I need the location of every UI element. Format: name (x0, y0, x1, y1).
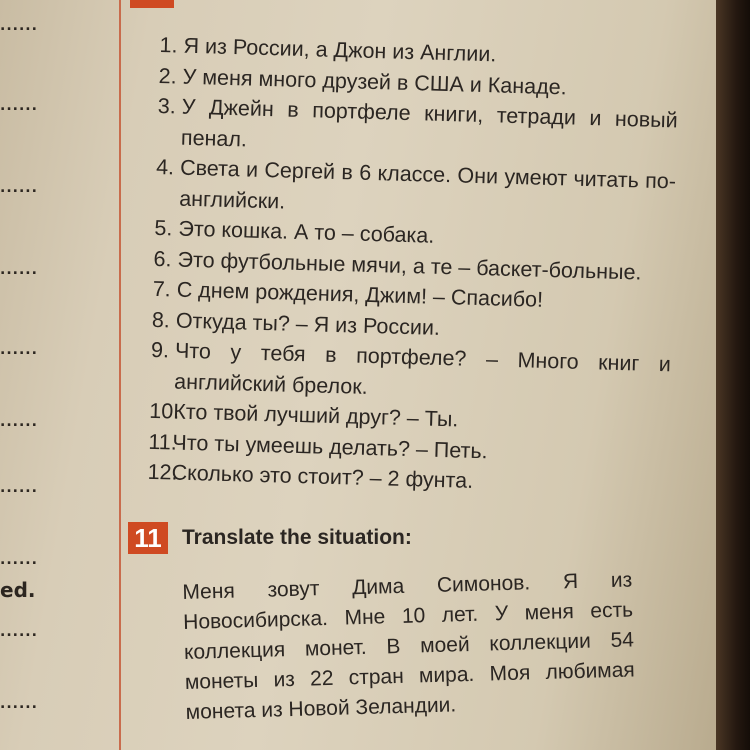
dot-leader: ...... (0, 414, 38, 430)
item-number: 3. (157, 93, 177, 119)
dot-leader: ...... (0, 262, 38, 278)
exercise-11-badge: 11 (128, 522, 168, 554)
item-number: 12. (147, 459, 178, 485)
dot-leader: ...... (0, 480, 38, 496)
dot-leader: ...... (0, 342, 38, 358)
dot-leader: ...... (0, 98, 38, 114)
item-number: 4. (155, 154, 175, 180)
item-text: Что у тебя в портфеле? – Много книг и английский брелок. (173, 338, 672, 399)
item-number: 1. (159, 32, 178, 58)
item-text: Что ты умеешь делать? – Петь. (172, 430, 488, 463)
item-text: Это кошка. А то – собака. (178, 216, 435, 248)
item-number: 9. (150, 337, 170, 363)
paragraph-line: Меня зовут Дима Симонов. Я из (182, 568, 633, 604)
item-number: 11. (148, 429, 178, 455)
paragraph-line: монеты из 22 стран мира. Моя любимая (184, 658, 636, 694)
exercise-11-paragraph (182, 565, 636, 728)
item-number: 5. (154, 215, 173, 241)
dot-leader: ...... (0, 18, 38, 34)
item-number: 2. (158, 63, 177, 88)
paragraph-line: Новосибирска. Мне 10 лет. У меня есть (182, 598, 634, 634)
item-text: У меня много друзей в США и Канаде. (182, 64, 567, 99)
paragraph-line: коллекция монет. В моей коллекции 54 (183, 628, 635, 664)
dot-leader: ...... (0, 180, 38, 196)
dot-leader: ...... (0, 552, 38, 568)
exercise-11-heading: Translate the situation: (182, 526, 412, 549)
item-number: 6. (153, 246, 172, 271)
cut-off-word: ed. (0, 578, 36, 602)
item-text: Сколько это стоит? – 2 фунта. (171, 460, 474, 493)
dot-leader: ...... (0, 696, 38, 712)
item-text: Я из России, а Джон из Англии. (183, 33, 497, 67)
item-text: Света и Сергей в 6 классе. Они умеют читать по-английски. (178, 155, 677, 214)
item-text: Это футбольные мячи, а те – баскет-больные. (177, 247, 642, 285)
margin-rule (119, 0, 121, 750)
item-number: 10. (149, 398, 180, 424)
item-text: С днем рождения, Джим! – Спасибо! (176, 277, 544, 312)
dot-leader: ...... (0, 624, 38, 640)
exercise-10-list (147, 30, 680, 502)
paragraph-line: монета из Новой Зеландии. (185, 693, 457, 724)
exercise-10-badge (130, 0, 174, 8)
item-text: У Джейн в портфеле книги, тетради и новый пенал. (180, 94, 679, 151)
item-text: Кто твой лучший друг? – Ты. (173, 399, 459, 432)
left-margin-column (0, 0, 62, 750)
item-text: Откуда ты? – Я из России. (175, 308, 441, 340)
item-number: 8. (151, 307, 171, 332)
item-number: 7. (152, 276, 172, 302)
page-edge-shadow (716, 0, 750, 750)
